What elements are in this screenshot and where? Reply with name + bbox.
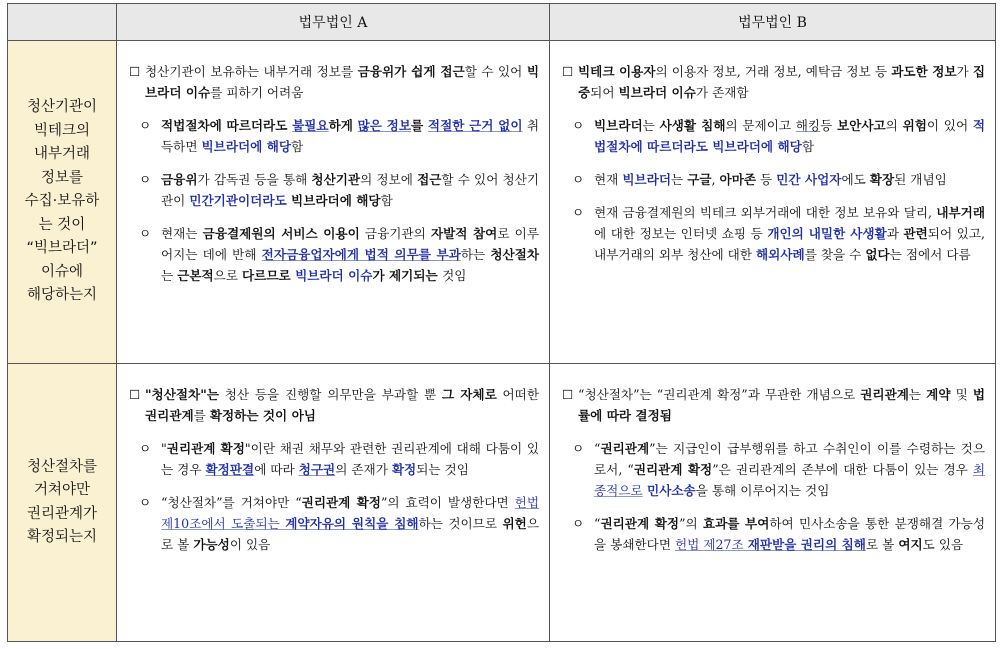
checkbox-bullet-icon: ☐ (562, 64, 574, 79)
text-run: 것임 (442, 268, 467, 283)
text-run: 빅브라더 (622, 172, 672, 187)
text-run: “ (594, 516, 601, 531)
text-run: 를 찾을 수 (804, 247, 866, 262)
text-run: 의 정보에 (360, 172, 418, 187)
circle-bullet-icon: ㅇ (572, 441, 585, 456)
text-run: 구글 (687, 172, 712, 187)
text-run: 집중 (578, 64, 985, 100)
row-label-line: 청산절차를 (26, 458, 98, 475)
text-run: 현재 (594, 172, 623, 187)
row-label-line: 권리관계가 (26, 505, 98, 522)
text-run: 효과를 부여 (702, 516, 770, 531)
text-run: 는 (161, 268, 178, 283)
text-run: 할 수 있어 (464, 64, 527, 79)
text-run: 근본적 (177, 268, 214, 283)
sub-bullet-item (129, 223, 539, 286)
text-run: ”는 지급인이 급부행위를 하고 수취인이 이를 수령하는 것으로서, “ (594, 441, 985, 477)
text-run: 는 (908, 387, 927, 402)
text-run: 현재 금융결제원의 빅테크 외부거래에 대한 정보 보유와 달리, (594, 205, 937, 220)
text-run: 를 (411, 118, 428, 133)
text-run: 의 존재가 (335, 462, 392, 477)
text-run: 로 이루어지는 데에 반해 (161, 226, 539, 262)
text-run: 하게 (328, 118, 358, 133)
text-run: 적법절차에 따르더라도 (161, 118, 293, 133)
row-rights (8, 364, 996, 642)
text-run: 위험 (902, 118, 927, 133)
text-run: 민간 사업자 (776, 172, 842, 187)
text-run: 도 있음 (922, 537, 964, 552)
text-run: 이 있어 (926, 118, 973, 133)
circle-bullet-icon: ㅇ (139, 441, 152, 456)
bullet-item (562, 384, 985, 426)
text-run: 권리관계 확정 (301, 495, 381, 510)
text-run: 민사소송 (642, 483, 696, 498)
text-run: 보안사고 (837, 118, 886, 133)
text-run: 최종적으로 (594, 462, 985, 498)
text-run: 위헌 (502, 516, 527, 531)
row-label (8, 364, 117, 642)
text-run: 어떠한 (496, 387, 540, 402)
text-run: 금융결제원의 서비스 이용이 (202, 226, 360, 241)
text-run: 현재는 (161, 226, 203, 241)
sub-bullet-item (129, 438, 539, 480)
text-run: 법률에 따라 결정됨 (578, 387, 985, 423)
text-run: 금융위가 쉽게 접근 (357, 64, 465, 79)
text-run: 가 감독권 등을 통해 (197, 172, 312, 187)
text-run: 으로 볼 (161, 516, 540, 552)
circle-bullet-icon: ㅇ (139, 495, 152, 510)
text-run: 되는 것임 (416, 462, 469, 477)
text-run: 헌법 제27조 (675, 537, 748, 552)
text-run: 적절한 근거 없이 (427, 118, 523, 133)
text-run: 이 있음 (229, 537, 271, 552)
text-run: 청산 등을 진행할 의무만을 부과할 뿐 (218, 387, 442, 402)
text-run: 가 제기되는 (372, 268, 443, 283)
text-run: 권리관계 (860, 387, 909, 402)
text-run: 로 볼 (865, 537, 899, 552)
firm-b-cell (550, 364, 996, 642)
text-run: 금융기관의 (359, 226, 431, 241)
row-label-line: 는 것이 (38, 216, 86, 233)
text-run: 자발적 참여 (430, 226, 498, 241)
row-label-line: “빅브라더” (26, 240, 98, 257)
circle-bullet-icon: ㅇ (572, 516, 585, 531)
sub-bullet-item (129, 169, 539, 211)
sub-bullet-item (129, 115, 539, 157)
text-run: 확정판결 (205, 462, 255, 477)
sub-bullet-item (129, 492, 539, 555)
text-run: 되어 있고, 내부거래의 외부 청산에 대한 (594, 226, 986, 262)
sub-bullet-item (562, 115, 985, 157)
text-run: 과도한 정보 (891, 64, 957, 79)
text-run: ”의 효력이 발생한다면 (380, 495, 515, 510)
text-run: 가 (956, 64, 973, 79)
sub-bullet-item (562, 169, 985, 190)
circle-bullet-icon: ㅇ (572, 205, 585, 220)
checkbox-bullet-icon: ☐ (562, 387, 574, 402)
text-run: “ (594, 441, 601, 456)
text-run: 빅테크 이용자 (578, 64, 656, 79)
text-run: 하여 민사소송을 통한 분쟁해결 가능성을 봉쇄한다면 (594, 516, 985, 552)
text-run: 헌법 제10조에서 도출되는 (161, 495, 539, 531)
text-run: 빅브라더에 해당 (286, 193, 381, 208)
text-run: “청산절차”는 “권리관계 확정”과 무관한 개념으로 (578, 387, 861, 402)
text-run: 다르므로 (242, 268, 296, 283)
text-run: 과 (886, 226, 904, 241)
row-label-line: 확정되는지 (26, 529, 98, 545)
text-run: 확정 (391, 462, 417, 477)
text-run: 빅브라더 (594, 118, 643, 133)
text-run: 는 점에서 다름 (889, 247, 971, 262)
row-label-line: 빅테크의 (33, 122, 91, 139)
text-run: 가능성 (193, 537, 230, 552)
text-run: 권리관계 확정 (600, 516, 680, 531)
text-run: 청산기관이 보유하는 내부거래 정보를 (145, 64, 358, 79)
text-run: 청산기관 (311, 172, 361, 187)
text-run: 청산절차 (490, 247, 539, 262)
text-run: "이란 채권 채무와 관련한 권리관계에 대해 다툼이 있는 경우 (161, 441, 539, 477)
text-run: 으로 (213, 268, 243, 283)
circle-bullet-icon: ㅇ (572, 118, 585, 133)
text-run: 권리관계 확정 (633, 462, 713, 477)
bullet-item (129, 61, 539, 103)
text-run: 금융위 (161, 172, 198, 187)
text-run: 개인의 내밀한 사생활 (767, 226, 887, 241)
text-run: " (161, 441, 167, 456)
text-run: 의 이용자 정보, 거래 정보, 예탁금 정보 등 (655, 64, 892, 79)
text-run: 관련 (903, 226, 928, 241)
text-run: ”의 (679, 516, 703, 531)
text-run: 가 존재함 (695, 85, 749, 100)
text-run: 는 (642, 118, 660, 133)
row-label-line: 거쳐야만 (33, 482, 91, 498)
text-run: 여지 (898, 537, 923, 552)
text-run: 에 따라 (254, 462, 299, 477)
text-run: 권리관계 확정 (166, 441, 245, 456)
text-run: 는 (671, 172, 688, 187)
text-run: "청산절차"는 (145, 387, 219, 402)
text-run: 해외사례 (756, 247, 805, 262)
comparison-table (7, 3, 996, 642)
text-run: 을 통해 이루어지는 것임 (695, 483, 830, 498)
firm-a-cell (117, 364, 550, 642)
row-label (8, 41, 117, 364)
text-run: 에 대한 정보는 인터넷 쇼핑 등 (594, 226, 768, 241)
row-label-line: 이슈에 (40, 263, 84, 280)
text-run: 및 (950, 387, 973, 402)
text-run: 사생활 침해 (659, 118, 726, 133)
text-run: 계약 (926, 387, 951, 402)
circle-bullet-icon: ㅇ (139, 118, 152, 133)
text-run: 확장 (869, 172, 895, 187)
text-run: 된 개념임 (894, 172, 947, 187)
circle-bullet-icon: ㅇ (572, 172, 585, 187)
circle-bullet-icon: ㅇ (139, 172, 152, 187)
text-run: 빅브라더 이슈 (295, 268, 373, 283)
header-col-b: 법무법인 B (550, 4, 996, 41)
text-run: ”은 권리관계의 존부에 대한 다툼이 있는 경우 (712, 462, 973, 477)
sub-bullet-item (562, 438, 985, 501)
firm-a-cell (117, 41, 550, 364)
text-run: 접근 (417, 172, 442, 187)
text-run: 적법절차에 따르더라도 빅브라더에 해당 (594, 118, 986, 154)
firm-b-cell (550, 41, 996, 364)
text-run: 등 (756, 172, 777, 187)
text-run: 취득하면 (161, 118, 539, 154)
text-run: 빅브라더에 해당 (201, 139, 292, 154)
sub-bullet-item (562, 202, 985, 265)
text-run: 많은 정보 (357, 118, 412, 133)
text-run: 재판받을 권리의 침해 (747, 537, 866, 552)
bullet-item (129, 384, 539, 426)
text-run: 하는 (460, 247, 491, 262)
circle-bullet-icon: ㅇ (139, 226, 152, 241)
header-col-a: 법무법인 A (117, 4, 550, 41)
checkbox-bullet-icon: ☐ (129, 387, 141, 402)
text-run: 의 문제이고 (725, 118, 796, 133)
text-run: 계약자유의 원칙을 침해 (285, 516, 419, 531)
text-run: 를 피하기 어려움 (210, 85, 304, 100)
row-bigbrother (8, 41, 996, 364)
text-run: 민간기관이더라도 (189, 193, 287, 208)
text-run: 아마존 (719, 172, 757, 187)
text-run: 전자금융업자에게 법적 의무를 부과 (261, 247, 461, 262)
text-run: 에도 (841, 172, 870, 187)
row-label-line: 내부거래 (33, 146, 91, 163)
text-run: 해킹 (795, 118, 821, 133)
text-run: 되어 (590, 85, 619, 100)
row-label-line: 해당하는지 (26, 287, 98, 304)
text-run: 함 (291, 139, 304, 154)
text-run: 등 (820, 118, 837, 133)
row-label-line: 수집·보유하 (24, 193, 100, 210)
text-run: 권리관계 (145, 408, 194, 423)
bullet-item (562, 61, 985, 103)
text-run: 를 (193, 408, 210, 423)
text-run: 의 (885, 118, 903, 133)
text-run: 권리관계 (600, 441, 650, 456)
text-run: 함 (380, 193, 393, 208)
text-run: 불필요 (292, 118, 329, 133)
text-run: 함 (801, 139, 814, 154)
text-run: 청구권 (298, 462, 336, 477)
text-run: 할 수 있어 청산기관이 (161, 172, 540, 208)
row-label-line: 정보를 (40, 169, 84, 186)
row-label-line: 청산기관이 (26, 99, 98, 116)
text-run: , (711, 172, 720, 187)
text-run: “청산절차”를 거쳐야만 “ (161, 495, 302, 510)
text-run: 확정하는 것이 아님 (209, 408, 316, 423)
checkbox-bullet-icon: ☐ (129, 64, 141, 79)
sub-bullet-item (562, 513, 985, 555)
text-run: 그 자체로 (441, 387, 497, 402)
text-run: 없다 (865, 247, 890, 262)
text-run: 내부거래 (936, 205, 985, 220)
header-row (8, 4, 996, 41)
header-corner (8, 4, 117, 41)
text-run: 빅브라더 이슈 (618, 85, 696, 100)
text-run: 하는 것이므로 (418, 516, 503, 531)
text-run: 빅브라더 이슈 (145, 64, 540, 100)
